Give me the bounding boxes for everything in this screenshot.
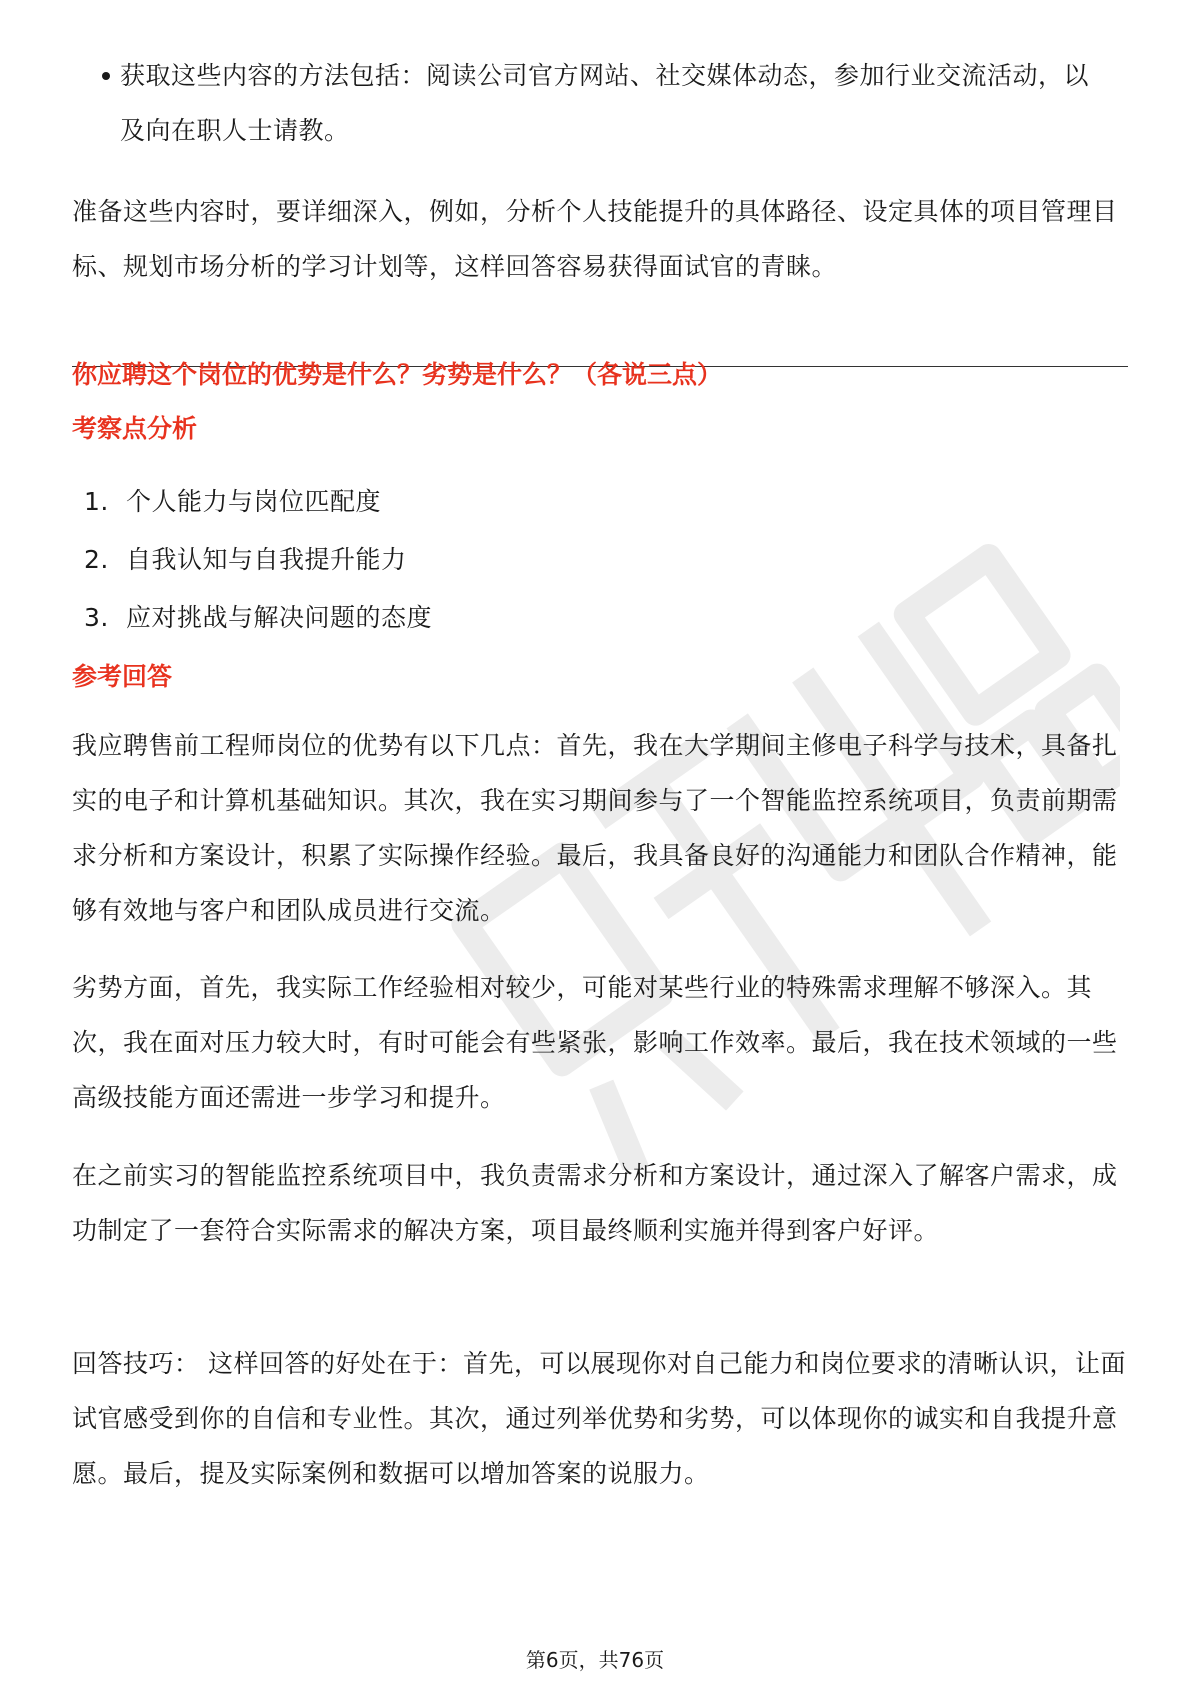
question-heading: 你应聘这个岗位的优势是什么？劣势是什么？（各说三点）: [72, 360, 723, 389]
answer-paragraph: 在之前实习的智能监控系统项目中，我负责需求分析和方案设计，通过深入了解客户需求，成功制定了一套符合实际需求的解决方案，项目最终顺利实施并得到客户好评。: [72, 1161, 1118, 1245]
list-item: [72, 532, 1128, 590]
bullet-dot: [102, 72, 110, 80]
list-number: 1.: [84, 487, 109, 516]
list-item: [72, 590, 1128, 648]
list-number: 3.: [84, 603, 109, 632]
list-item: [72, 474, 1128, 532]
list-number: 2.: [84, 545, 109, 574]
list-text: 自我认知与自我提升能力: [126, 545, 407, 574]
analysis-heading: 考察点分析: [72, 414, 198, 443]
answer-tips-paragraph: 回答技巧： 这样回答的好处在于：首先，可以展现你对自己能力和岗位要求的清晰认识，让面试官感受到你的自信和专业性。其次，通过列举优势和劣势，可以体现你的诚实和自我提升意愿。最后，提及实际案例和数据可以增加答案的说服力。: [72, 1349, 1126, 1488]
list-text: 应对挑战与解决问题的态度: [126, 603, 433, 632]
list-text: 个人能力与岗位匹配度: [126, 487, 382, 516]
answer-paragraph: 我应聘售前工程师岗位的优势有以下几点：首先，我在大学期间主修电子科学与技术，具备扎实的电子和计算机基础知识。其次，我在实习期间参与了一个智能监控系统项目，负责前期需求分析和方案设计，积累了实际操作经验。最后，我具备良好的沟通能力和团队合作精神，能够有效地与客户和团队成员进行交流。: [72, 731, 1118, 925]
answer-heading: 参考回答: [72, 662, 173, 691]
answer-paragraph: 劣势方面，首先，我实际工作经验相对较少，可能对某些行业的特殊需求理解不够深入。其次，我在面对压力较大时，有时可能会有些紧张，影响工作效率。最后，我在技术领域的一些高级技能方面还需进一步学习和提升。: [72, 973, 1118, 1112]
paragraph-prepare: 准备这些内容时，要详细深入，例如，分析个人技能提升的具体路径、设定具体的项目管理目标、规划市场分析的学习计划等，这样回答容易获得面试官的青睐。: [72, 197, 1118, 281]
bullet-text: 获取这些内容的方法包括：阅读公司官方网站、社交媒体动态，参加行业交流活动，以及向在职人士请教。: [120, 61, 1090, 145]
analysis-list: [72, 474, 1128, 648]
page-footer: 第6页，共76页: [525, 1648, 665, 1672]
